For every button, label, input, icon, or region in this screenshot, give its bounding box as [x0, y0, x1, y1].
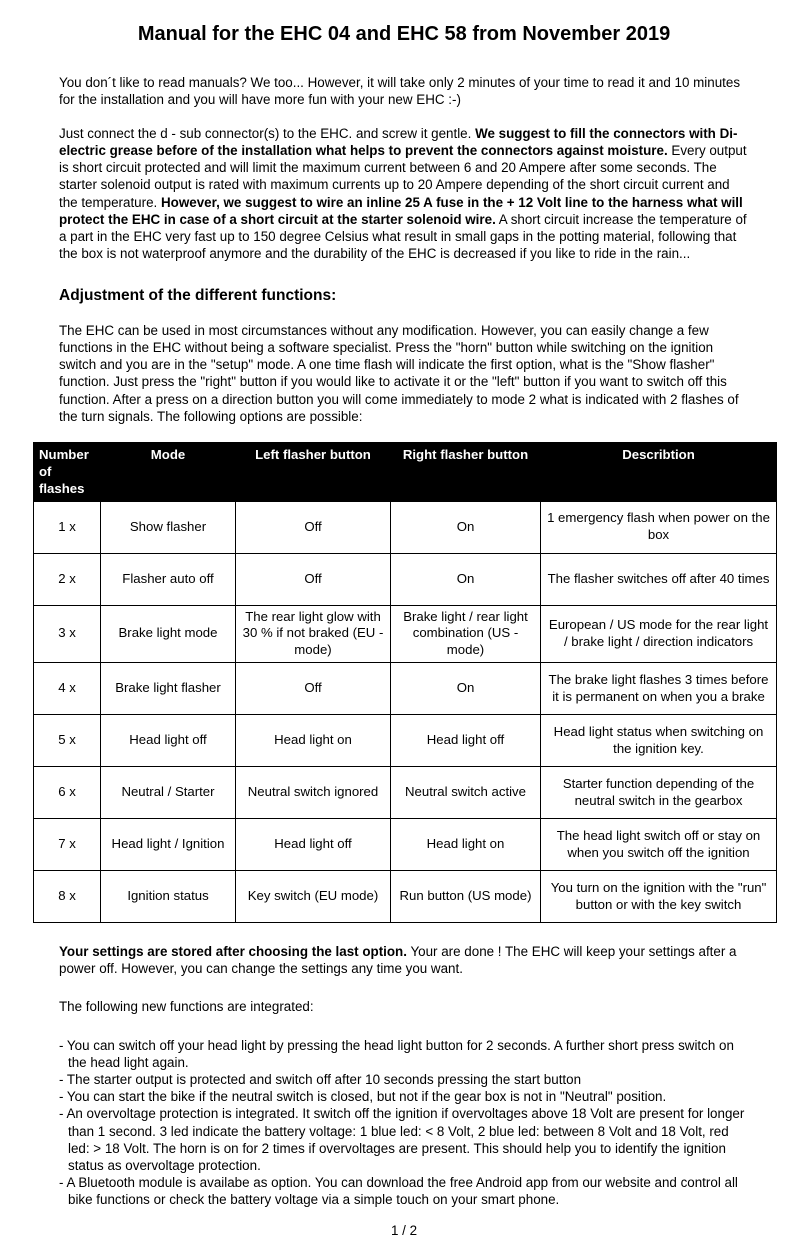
table-cell: Starter function depending of the neutral switch in the gearbox: [541, 767, 777, 819]
text-run: You don´t like to read manuals? We too... However, it will take only 2 minutes of your time to read it and 10 minutes for the installation and you will have more fun with your new EHC :-): [59, 74, 741, 107]
bold-text-run: Your settings are stored after choosing the last option.: [59, 944, 407, 960]
table-cell: On: [391, 663, 541, 715]
table-cell: 3 x: [34, 605, 101, 663]
intro-paragraph: [59, 74, 750, 108]
table-row: [34, 663, 777, 715]
table-cell: Brake light flasher: [101, 663, 236, 715]
table-cell: 1 x: [34, 501, 101, 553]
table-cell: 4 x: [34, 663, 101, 715]
connect-paragraph: [59, 125, 750, 262]
table-cell: Head light on: [236, 715, 391, 767]
table-row: [34, 605, 777, 663]
table-header-cell: Number of flashes: [34, 442, 101, 501]
table-cell: Head light / Ignition: [101, 819, 236, 871]
table-row: [34, 501, 777, 553]
table-header-cell: Describtion: [541, 442, 777, 501]
table-header-row: [34, 442, 777, 501]
table-cell: The flasher switches off after 40 times: [541, 553, 777, 605]
table-cell: On: [391, 553, 541, 605]
list-item: - An overvoltage protection is integrated. It switch off the ignition if overvoltages above 18 Volt are present for longer than 1 second. 3 led indicate the battery voltage: 1 blue led: < 8 Volt, 2 blue led: between 8 Volt and 18 Volt, red led: > 18 Volt. The horn is on for 2 times if overvoltages are present. This should help you to identify the ignition status as overvoltage protection.: [59, 1106, 745, 1173]
table-cell: Off: [236, 501, 391, 553]
table-cell: On: [391, 501, 541, 553]
list-item: - You can start the bike if the neutral switch is closed, but not if the gear box is not in "Neutral" position.: [59, 1089, 667, 1105]
table-cell: European / US mode for the rear light / brake light / direction indicators: [541, 605, 777, 663]
page-number: 1 / 2: [390, 1223, 418, 1239]
list-item: - You can switch off your head light by pressing the head light button for 2 seconds. A further short press switch on the head light again.: [59, 1037, 734, 1070]
table-cell: Off: [236, 663, 391, 715]
table-cell: 7 x: [34, 819, 101, 871]
table-cell: Neutral / Starter: [101, 767, 236, 819]
table-cell: 8 x: [34, 871, 101, 923]
table-cell: Neutral switch ignored: [236, 767, 391, 819]
table-cell: The brake light flashes 3 times before it is permanent on when you a brake: [541, 663, 777, 715]
bold-text-run: However, we suggest to wire an inline 25 A fuse in the + 12 Volt line to the harness what will protect the EHC in case of a short circuit at the starter solenoid wire.: [59, 194, 743, 227]
table-cell: Show flasher: [101, 501, 236, 553]
list-item: - A Bluetooth module is availabe as option. You can download the free Android app from our website and control all bike functions or check the battery voltage via a simple touch on your smart phone.: [59, 1174, 738, 1208]
options-table-head: [34, 442, 777, 501]
section-heading: Adjustment of the different functions:: [59, 287, 337, 305]
options-table-body: [34, 501, 777, 923]
functions-intro: The following new functions are integrated:: [59, 998, 314, 1014]
functions-list: [59, 1037, 750, 1209]
table-header-cell: Right flasher button: [391, 442, 541, 501]
text-run: A short circuit increase the temperature of a part in the EHC very fast up to 150 degree Celsius what result in small gaps in the potting material, following that the box is not waterproof anymore and the durability of the EHC is decreased if you like to ride in the rain...: [59, 211, 747, 261]
options-table: [33, 442, 777, 923]
table-row: [34, 553, 777, 605]
table-row: [34, 819, 777, 871]
table-cell: 1 emergency flash when power on the box: [541, 501, 777, 553]
table-cell: Ignition status: [101, 871, 236, 923]
table-cell: Head light on: [391, 819, 541, 871]
page-title: Manual for the EHC 04 and EHC 58 from November 2019: [137, 23, 671, 45]
table-row: [34, 715, 777, 767]
table-cell: You turn on the ignition with the "run" button or with the key switch: [541, 871, 777, 923]
table-cell: Brake light mode: [101, 605, 236, 663]
table-cell: Head light off: [391, 715, 541, 767]
table-cell: Head light off: [101, 715, 236, 767]
bold-text-run: We suggest to fill the connectors with Di-electric grease before of the installation what helps to prevent the connectors against moisture.: [59, 125, 738, 159]
table-header-cell: Mode: [101, 442, 236, 501]
table-row: [34, 767, 777, 819]
table-cell: Flasher auto off: [101, 553, 236, 605]
table-cell: Key switch (EU mode): [236, 871, 391, 923]
table-cell: 6 x: [34, 767, 101, 819]
text-run: Your are done ! The EHC will keep your settings after a power off. However, you can change the settings any time you want.: [59, 944, 737, 977]
text-run: Just connect the d - sub connector(s) to the EHC. and screw it gentle.: [59, 125, 476, 141]
table-cell: Brake light / rear light combination (US - mode): [391, 605, 541, 663]
table-cell: Head light off: [236, 819, 391, 871]
list-item: - The starter output is protected and switch off after 10 seconds pressing the start button: [59, 1072, 582, 1088]
table-cell: 5 x: [34, 715, 101, 767]
adjustment-paragraph: The EHC can be used in most circumstances without any modification. However, you can easily change a few functions in the EHC without being a software specialist. Press the "horn" button while switching on the ignition switch and you are in the "setup" mode. A one time flash will indicate the first option, what is the "Show flasher" function. Just press the "right" button if you would like to activate it or the "left" button if you want to switch off this function. After a press on a direction button you will come immediately to mode 2 what is indicated with 2 flashes of the turn signals. The following options are possible:: [59, 322, 739, 424]
text-run: Every output is short circuit protected and will limit the maximum current between 6 and 20 Ampere after some seconds. The starter solenoid output is rated with maximum currents up to 20 Ampere depending of the short circuit current and the temperature.: [59, 143, 747, 210]
table-cell: 2 x: [34, 553, 101, 605]
table-cell: Head light status when switching on the ignition key.: [541, 715, 777, 767]
settings-paragraph: [59, 943, 750, 977]
table-cell: The rear light glow with 30 % if not braked (EU - mode): [236, 605, 391, 663]
table-cell: Run button (US mode): [391, 871, 541, 923]
table-cell: The head light switch off or stay on when you switch off the ignition: [541, 819, 777, 871]
table-row: [34, 871, 777, 923]
table-header-cell: Left flasher button: [236, 442, 391, 501]
table-cell: Neutral switch active: [391, 767, 541, 819]
table-cell: Off: [236, 553, 391, 605]
